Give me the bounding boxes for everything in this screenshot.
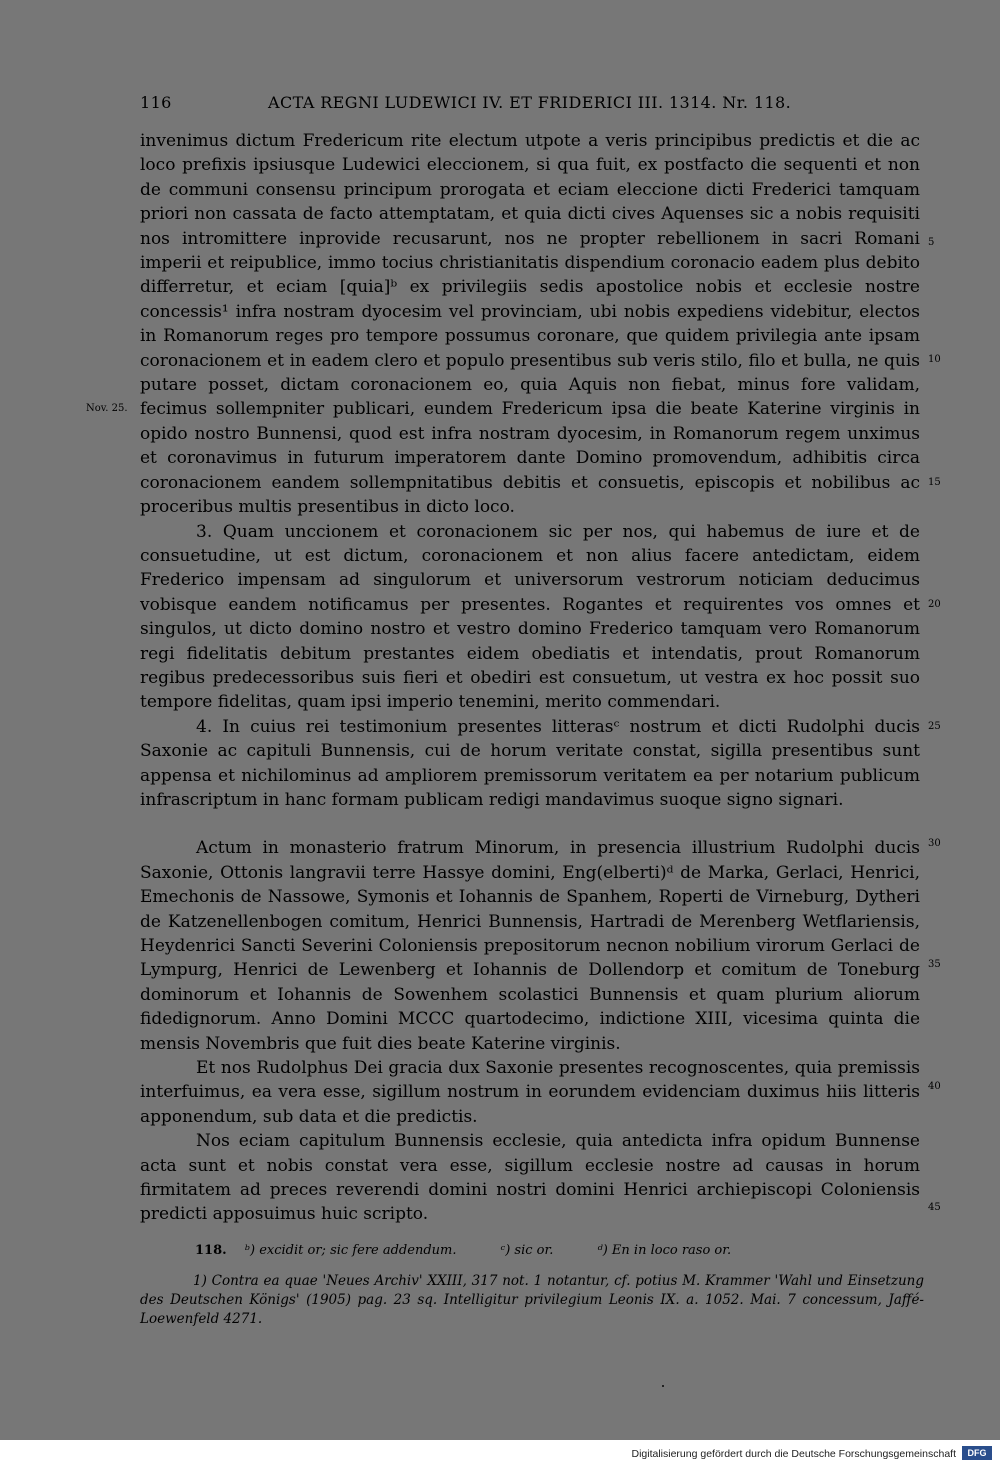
line-number: 35 bbox=[928, 959, 941, 970]
paragraph: 3. Quam unccionem et coronacionem sic per nos, qui habemus de iure et de consuetudine, ut est dictum, coronacionem et non alius facere antedictam, eidem Frederico impensam ad singulorum et universorum vestrorum noticiam deducimus vobisque eandem notificamus per presentes. Rogantes et requirentes vos omnes et singulos, ut dicto domino nostro et vestro domino Frederico tamquam vero Romanorum regi fidelitatis debitum prestantes eidem obediatis et intendatis, prout Romanorum regibus predecessoribus suis fieri et obediri est consuetum, ut vestra ex hoc possit suo tempore fidelitas, quam ipsi imperio tenemini, merito commendari. bbox=[140, 521, 920, 713]
dfg-logo-icon: DFG bbox=[962, 1446, 992, 1460]
paragraph: Actum in monasterio fratrum Minorum, in presencia illustrium Rudolphi ducis Saxonie, Ottonis langravii terre Hassye domini, Eng(elberti)ᵈ de Marka, Gerlaci, Henrici, Emechonis de Nassowe, Symonis et Iohannis de Spanhem, Roperti de Virneburg, Dytheri de Katzenellenbogen comitum, Henrici Bunnensis, Hartradi de Merenberg Wetflariensis, Heydenrici Sancti Severini Coloniensis prepositorum necnon nobilium virorum Gerlaci de Lympurg, Henrici de Lewenberg et Iohannis de Dollendorp et comitum de Toneburg dominorum et Iohannis de Sowenhem scolastici Bunnensis et quam plurium aliorum fidedignorum. Anno Domini MCCC quartodecimo, indictione XIII, vicesima quinta die mensis Novembris que fuit dies beate Katerine virginis. bbox=[140, 838, 920, 1054]
line-number: 15 bbox=[928, 477, 941, 488]
line-number: 25 bbox=[928, 721, 941, 732]
line-number: 20 bbox=[928, 599, 941, 610]
apparatus-note: ᵈ) En in loco raso or. bbox=[597, 1243, 732, 1258]
margin-date-note: Nov. 25. bbox=[86, 403, 128, 414]
line-number: 45 bbox=[928, 1202, 941, 1213]
funding-note: Digitalisierung gefördert durch die Deutsche Forschungsgemeinschaft bbox=[631, 1448, 956, 1460]
apparatus-number: 118. bbox=[195, 1243, 227, 1258]
main-text bbox=[140, 129, 920, 1227]
line-number: 40 bbox=[928, 1081, 941, 1092]
line-number: 5 bbox=[928, 237, 935, 248]
apparatus-note: ᵇ) excidit or; sic fere addendum. bbox=[244, 1243, 457, 1258]
footer-bar bbox=[0, 1440, 1000, 1467]
line-number: 30 bbox=[928, 838, 941, 849]
speck bbox=[662, 1385, 664, 1387]
footnote: 1) Contra ea quae 'Neues Archiv' XXIII, 317 not. 1 notantur, cf. potius M. Krammer 'Wahl und Einsetzung des Deutschen Königs' (1905) pag. 23 sq. Intelligitur privilegium Leonis IX. a. 1052. Mai. 7 concessum, Jaffé-Loewenfeld 4271. bbox=[140, 1273, 924, 1327]
line-number: 10 bbox=[928, 354, 941, 365]
apparatus-note: ᶜ) sic or. bbox=[500, 1243, 554, 1258]
paragraph: Nos eciam capitulum Bunnensis ecclesie, quia antedicta infra opidum Bunnense acta sunt et nobis constat vera esse, sigillum ecclesie nostre ad causas in horum firmitatem ad preces reverendi domini nostri domini Henrici archiepiscopi Coloniensis predicti apposuimus huic scripto. bbox=[140, 1131, 920, 1225]
paragraph: invenimus dictum Fredericum rite electum utpote a veris principibus predictis et die ac loco prefixis ipsiusque Ludewici eleccionem, si qua fuit, ex postfacto die sequenti et non de communi consensu principum prorogata et eciam eleccione dicti Frederici tamquam priori non cassata de facto attemptatam, et quia dicti cives Aquenses sic a nobis requisiti nos intromittere inprovide recusarunt, nos ne propter rebellionem in sacri Romani imperii et reipublice, immo tocius christianitatis dispendium coronacio eadem plus debito differretur, et eciam [quia]ᵇ ex privilegiis sedis apostolice nobis et ecclesie nostre concessis¹ infra nostram dyocesim vel provinciam, ubi nobis expediens videbitur, electos in Romanorum reges pro tempore possumus coronare, que quidem privilegia ante ipsam coronacionem et in eadem clero et populo presentibus sub veris stilo, filo et bulla, ne quis putare posset, dictam coronacionem eo, quia Aquis non fiebat, minus fore validam, fecimus sollempniter publicari, eundem Fredericum ipsa die beate Katerine virginis in opido nostro Bunnensi, quod est infra nostram dyocesim, in Romanorum regem unximus et coronavimus in futurum imperatorem dante Domino promovendum, adhibitis circa coronacionem eandem sollempnitatibus debitis et consuetis, episcopis et nobilibus ac proceribus multis presentibus in dicto loco. bbox=[140, 131, 920, 518]
running-title: ACTA REGNI LUDEWICI IV. ET FRIDERICI III. 1314. Nr. 118. bbox=[268, 93, 792, 112]
paragraph: 4. In cuius rei testimonium presentes litterasᶜ nostrum et dicti Rudolphi ducis Saxonie ac capituli Bunnensis, cui de horum veritate constat, sigilla presentibus sunt appensa et nichilominus ad ampliorem premissorum veritatem ea per notarium publicum infrascriptum in hanc formam publicam redigi mandavimus suoque signo signari. bbox=[140, 716, 920, 810]
page-number: 116 bbox=[140, 93, 172, 112]
paragraph: Et nos Rudolphus Dei gracia dux Saxonie presentes recognoscentes, quia premissis interfuimus, ea vera esse, sigillum nostrum in eorundem evidenciam duximus hiis litteris apponendum, sub data et die predictis. bbox=[140, 1058, 920, 1127]
textual-apparatus bbox=[195, 1243, 915, 1258]
